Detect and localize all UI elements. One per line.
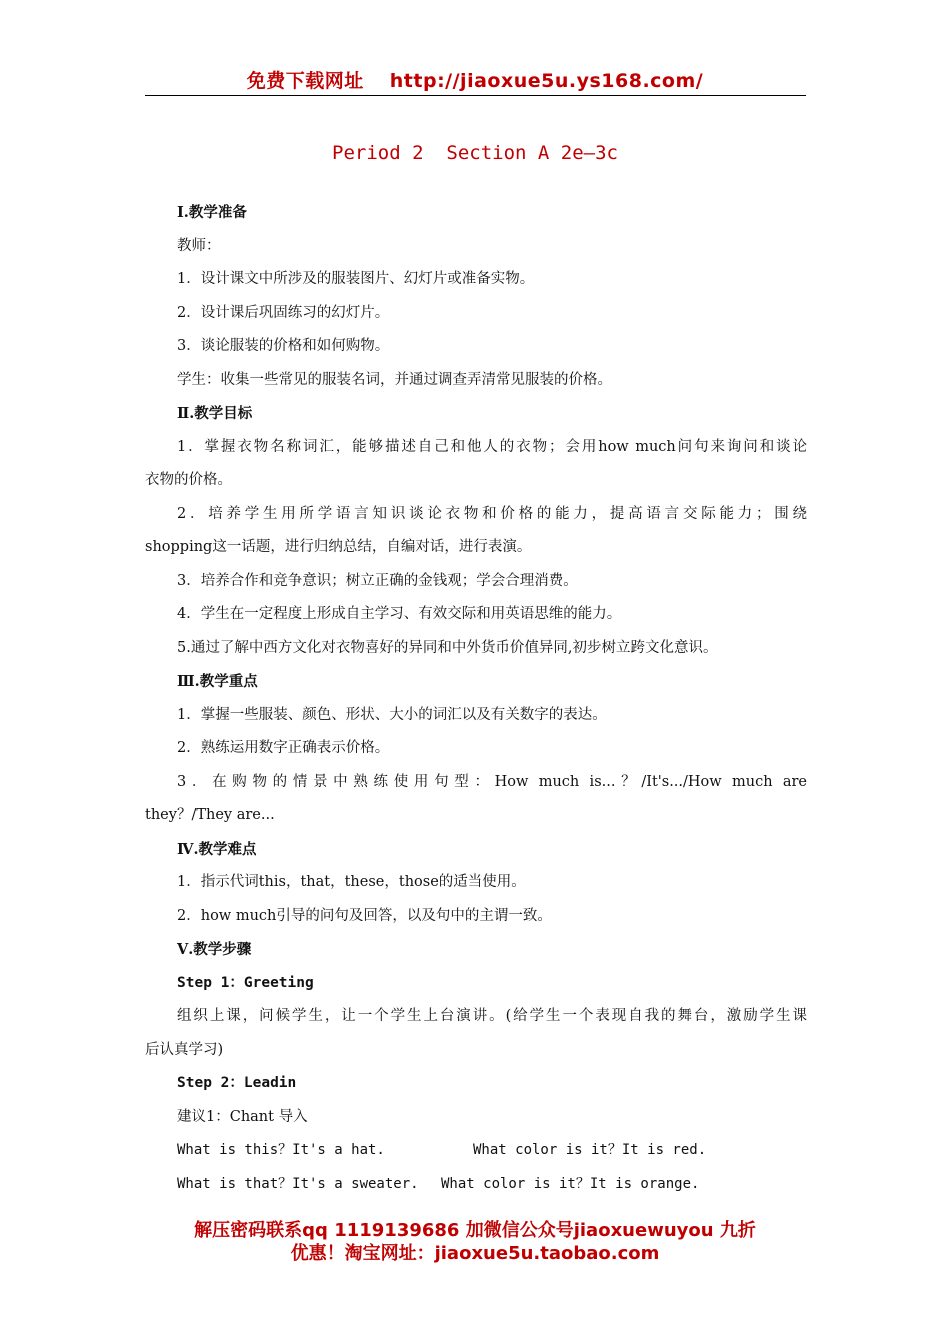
chant-line-1-question: What is this？It's a hat. bbox=[177, 1142, 385, 1158]
key-item-3-line-1: 3．在购物的情景中熟练使用句型：How much is...？/It's.../How much are bbox=[177, 773, 807, 790]
section-heading-key: Ⅲ.教学重点 bbox=[177, 673, 258, 690]
goal-item-5: 5.通过了解中西方文化对衣物喜好的异同和中外货币价值异同,初步树立跨文化意识。 bbox=[177, 639, 718, 656]
goal-item-4: 4．学生在一定程度上形成自主学习、有效交际和用英语思维的能力。 bbox=[177, 606, 622, 622]
prep-item-3: 3．谈论服装的价格和如何购物。 bbox=[177, 338, 390, 354]
chant-line-1 bbox=[145, 1134, 807, 1168]
difficult-item-1: 1．指示代词this，that，these，those的适当使用。 bbox=[177, 874, 526, 890]
teacher-label: 教师： bbox=[177, 237, 221, 254]
header-url-link[interactable]: http://jiaoxue5u.ys168.com/ bbox=[389, 70, 704, 92]
goal-item-2-line-1: 2．培养学生用所学语言知识谈论衣物和价格的能力，提高语言交际能力；围绕 bbox=[177, 505, 807, 522]
chant-line-1-color: What color is it？It is red. bbox=[473, 1142, 707, 1158]
key-item-1: 1．掌握一些服装、颜色、形状、大小的词汇以及有关数字的表达。 bbox=[177, 706, 607, 723]
goal-item-1-line-1: 1．掌握衣物名称词汇，能够描述自己和他人的衣物；会用how much问句来询问和谈论 bbox=[177, 438, 807, 455]
goal-item-1-line-2: 衣物的价格。 bbox=[145, 472, 232, 488]
footer-line-1: 解压密码联系qq 1119139686 加微信公众号jiaoxuewuyou 九折 bbox=[194, 1220, 756, 1241]
prep-item-2: 2．设计课后巩固练习的幻灯片。 bbox=[177, 304, 390, 321]
section-heading-goals: Ⅱ.教学目标 bbox=[177, 405, 253, 422]
section-heading-steps: Ⅴ.教学步骤 bbox=[177, 941, 252, 958]
student-prep: 学生：收集一些常见的服装名词，并通过调查弄清常见服装的价格。 bbox=[177, 371, 612, 388]
step-1-title: Step 1：Greeting bbox=[177, 974, 314, 991]
page-title: Period 2 Section A 2e—3c bbox=[332, 142, 618, 164]
document-body bbox=[145, 196, 807, 1201]
header-label: 免费下载网址 bbox=[246, 70, 364, 92]
section-heading-difficult: Ⅳ.教学难点 bbox=[177, 840, 257, 858]
goal-item-2-line-2: shopping这一话题，进行归纳总结，自编对话，进行表演。 bbox=[145, 539, 532, 555]
page-footer bbox=[145, 1219, 805, 1265]
section-heading-prep: Ⅰ.教学准备 bbox=[177, 204, 247, 221]
header-divider bbox=[145, 95, 806, 96]
page-header bbox=[145, 66, 805, 93]
chant-line-2 bbox=[145, 1168, 807, 1202]
step-1-line-1: 组织上课，问候学生，让一个学生上台演讲。(给学生一个表现自我的舞台，激励学生课 bbox=[177, 1008, 807, 1024]
footer-line-2: 优惠！淘宝网址：jiaoxue5u.taobao.com bbox=[290, 1243, 660, 1264]
suggestion-1: 建议1：Chant 导入 bbox=[177, 1108, 308, 1125]
key-item-3-line-2: they？/They are... bbox=[145, 807, 275, 823]
difficult-item-2: 2．how much引导的问句及回答，以及句中的主谓一致。 bbox=[177, 907, 552, 924]
chant-line-2-color: What color is it？It is orange. bbox=[441, 1175, 700, 1192]
key-item-2: 2．熟练运用数字正确表示价格。 bbox=[177, 740, 390, 756]
step-2-title: Step 2：Leadin bbox=[177, 1075, 297, 1091]
chant-line-2-question: What is that？It's a sweater. bbox=[177, 1175, 419, 1192]
prep-item-1: 1．设计课文中所涉及的服装图片、幻灯片或准备实物。 bbox=[177, 271, 535, 287]
goal-item-3: 3．培养合作和竞争意识；树立正确的金钱观；学会合理消费。 bbox=[177, 572, 578, 589]
step-1-line-2: 后认真学习) bbox=[145, 1041, 224, 1058]
